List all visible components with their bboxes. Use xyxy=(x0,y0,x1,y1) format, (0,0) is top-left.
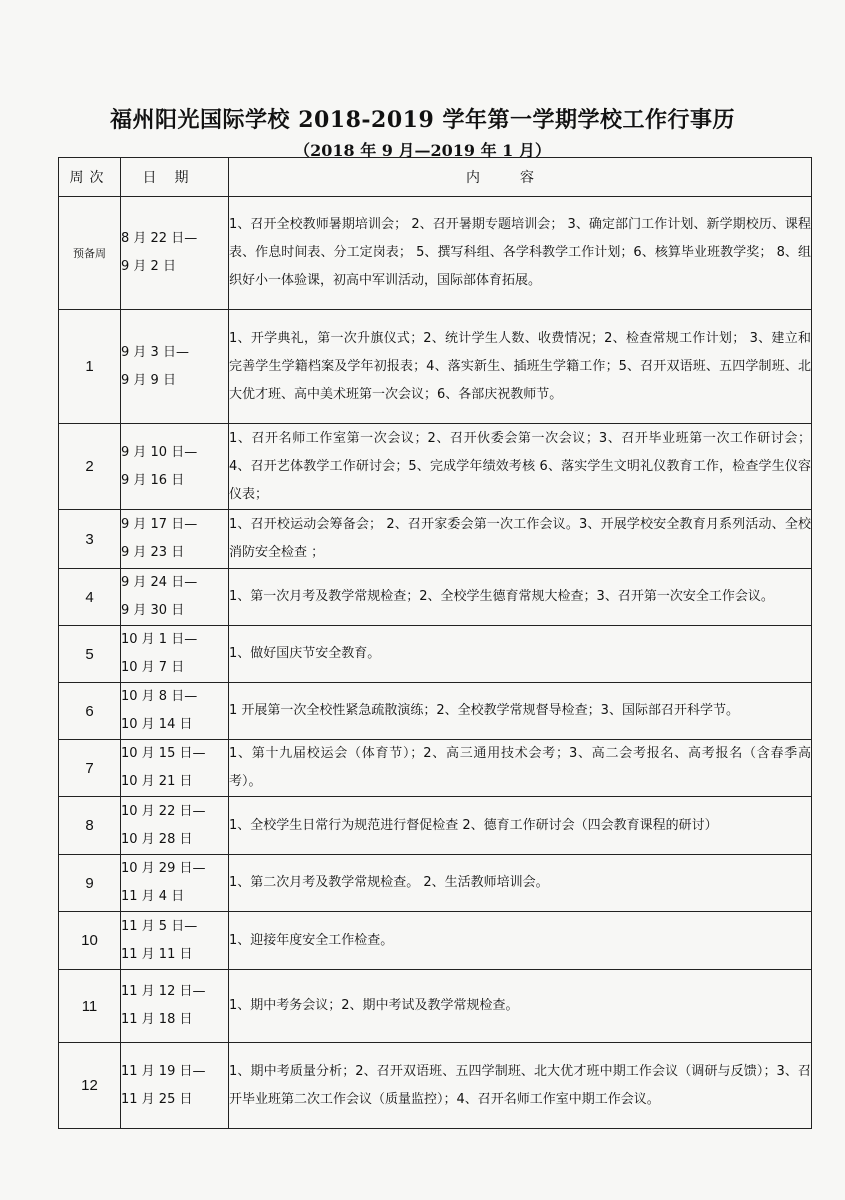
date-cell xyxy=(121,197,229,310)
content-cell: 1、第二次月考及教学常规检查。 2、生活教师培训会。 xyxy=(229,855,812,912)
table-row xyxy=(59,970,812,1043)
week-cell: 1 xyxy=(59,310,121,424)
date-cell xyxy=(121,797,229,855)
content-cell: 1、期中考质量分析；2、召开双语班、五四学制班、北大优才班中期工作会议（调研与反馈）；3、召开毕业班第二次工作会议（质量监控）；4、召开名师工作室中期工作会议。 xyxy=(229,1043,812,1129)
date-start: 11 月 19 日— xyxy=(121,1063,206,1079)
date-end: 11 月 25 日 xyxy=(121,1091,193,1107)
content-cell: 1、做好国庆节安全教育。 xyxy=(229,626,812,683)
date-end: 9 月 23 日 xyxy=(121,545,185,560)
date-start: 8 月 22 日— xyxy=(121,231,198,246)
week-cell: 7 xyxy=(59,740,121,797)
table-row xyxy=(59,197,812,310)
week-cell: 11 xyxy=(59,970,121,1043)
date-end: 10 月 14 日 xyxy=(121,717,193,732)
date-start: 10 月 22 日— xyxy=(121,803,206,819)
header-date: 日期 xyxy=(121,158,229,197)
date-end: 9 月 16 日 xyxy=(121,472,185,488)
document-title: 福州阳光国际学校 2018-2019 学年第一学期学校工作行事历 xyxy=(110,107,735,133)
date-cell xyxy=(121,912,229,970)
date-cell xyxy=(121,424,229,510)
table-row xyxy=(59,1043,812,1129)
date-cell xyxy=(121,683,229,740)
document-subtitle: （2018 年 9 月—2019 年 1 月） xyxy=(294,141,551,160)
date-start: 9 月 3 日— xyxy=(121,344,189,360)
table-row xyxy=(59,740,812,797)
date-cell xyxy=(121,855,229,912)
date-cell xyxy=(121,626,229,683)
table-row xyxy=(59,510,812,569)
content-cell: 1、第一次月考及教学常规检查；2、全校学生德育常规大检查；3、召开第一次安全工作会议。 xyxy=(229,569,812,626)
date-end: 10 月 7 日 xyxy=(121,660,185,675)
content-cell: 1、召开全校教师暑期培训会； 2、召开暑期专题培训会； 3、确定部门工作计划、新学期校历、课程表、作息时间表、分工定岗表； 5、撰写科组、各学科教学工作计划；6、核算毕业班教学奖； 8、组织好小一体验课，初高中军训活动，国际部体育拓展。 xyxy=(229,197,812,310)
table-row xyxy=(59,626,812,683)
date-cell xyxy=(121,510,229,569)
date-start: 10 月 15 日— xyxy=(121,746,206,761)
header-content: 内容 xyxy=(229,158,812,197)
content-cell: 1 开展第一次全校性紧急疏散演练；2、全校教学常规督导检查；3、国际部召开科学节。 xyxy=(229,683,812,740)
content-cell: 1、召开校运动会筹备会； 2、召开家委会第一次工作会议。3、开展学校安全教育月系列活动、全校消防安全检查 ； xyxy=(229,510,812,569)
date-end: 10 月 21 日 xyxy=(121,774,193,789)
week-cell: 2 xyxy=(59,424,121,510)
date-start: 11 月 12 日— xyxy=(121,984,206,999)
date-end: 10 月 28 日 xyxy=(121,831,193,847)
week-cell: 3 xyxy=(59,510,121,569)
date-start: 10 月 8 日— xyxy=(121,689,198,704)
date-cell xyxy=(121,310,229,424)
content-cell: 1、期中考务会议；2、期中考试及教学常规检查。 xyxy=(229,970,812,1043)
date-start: 11 月 5 日— xyxy=(121,918,198,934)
date-start: 10 月 1 日— xyxy=(121,632,198,647)
date-cell xyxy=(121,569,229,626)
week-cell: 8 xyxy=(59,797,121,855)
table-row xyxy=(59,310,812,424)
date-start: 10 月 29 日— xyxy=(121,861,206,876)
date-cell xyxy=(121,740,229,797)
content-cell: 1、召开名师工作室第一次会议；2、召开伙委会第一次会议；3、召开毕业班第一次工作研讨会； 4、召开艺体教学工作研讨会；5、完成学年绩效考核 6、落实学生文明礼仪教育工作，检查学生仪容仪表； xyxy=(229,424,812,510)
table-row xyxy=(59,569,812,626)
date-start: 9 月 24 日— xyxy=(121,575,198,590)
table-row xyxy=(59,912,812,970)
date-end: 11 月 11 日 xyxy=(121,946,193,962)
date-cell xyxy=(121,1043,229,1129)
date-cell xyxy=(121,970,229,1043)
date-end: 11 月 18 日 xyxy=(121,1012,193,1027)
content-cell: 1、第十九届校运会（体育节）；2、高三通用技术会考；3、高二会考报名、高考报名（含春季高考）。 xyxy=(229,740,812,797)
table-row xyxy=(59,683,812,740)
week-cell: 4 xyxy=(59,569,121,626)
date-end: 11 月 4 日 xyxy=(121,889,185,904)
table-row xyxy=(59,797,812,855)
week-cell: 10 xyxy=(59,912,121,970)
week-cell: 预备周 xyxy=(59,197,121,310)
content-cell: 1、开学典礼，第一次升旗仪式；2、统计学生人数、收费情况；2、检查常规工作计划； 3、建立和完善学生学籍档案及学年初报表；4、落实新生、插班生学籍工作；5、召开双语班、五四学制班、北大优才班、高中美术班第一次会议；6、各部庆祝教师节。 xyxy=(229,310,812,424)
table-row xyxy=(59,424,812,510)
date-end: 9 月 30 日 xyxy=(121,603,185,618)
table-row xyxy=(59,855,812,912)
header-week: 周次 xyxy=(59,158,121,197)
date-start: 9 月 10 日— xyxy=(121,444,198,460)
content-cell: 1、全校学生日常行为规范进行督促检查 2、德育工作研讨会（四会教育课程的研讨） xyxy=(229,797,812,855)
week-cell: 5 xyxy=(59,626,121,683)
date-start: 9 月 17 日— xyxy=(121,517,198,532)
schedule-table xyxy=(58,157,812,1129)
week-cell: 6 xyxy=(59,683,121,740)
week-cell: 9 xyxy=(59,855,121,912)
content-cell: 1、迎接年度安全工作检查。 xyxy=(229,912,812,970)
date-end: 9 月 2 日 xyxy=(121,259,176,274)
week-cell: 12 xyxy=(59,1043,121,1129)
date-end: 9 月 9 日 xyxy=(121,372,176,388)
table-header-row xyxy=(59,158,812,197)
